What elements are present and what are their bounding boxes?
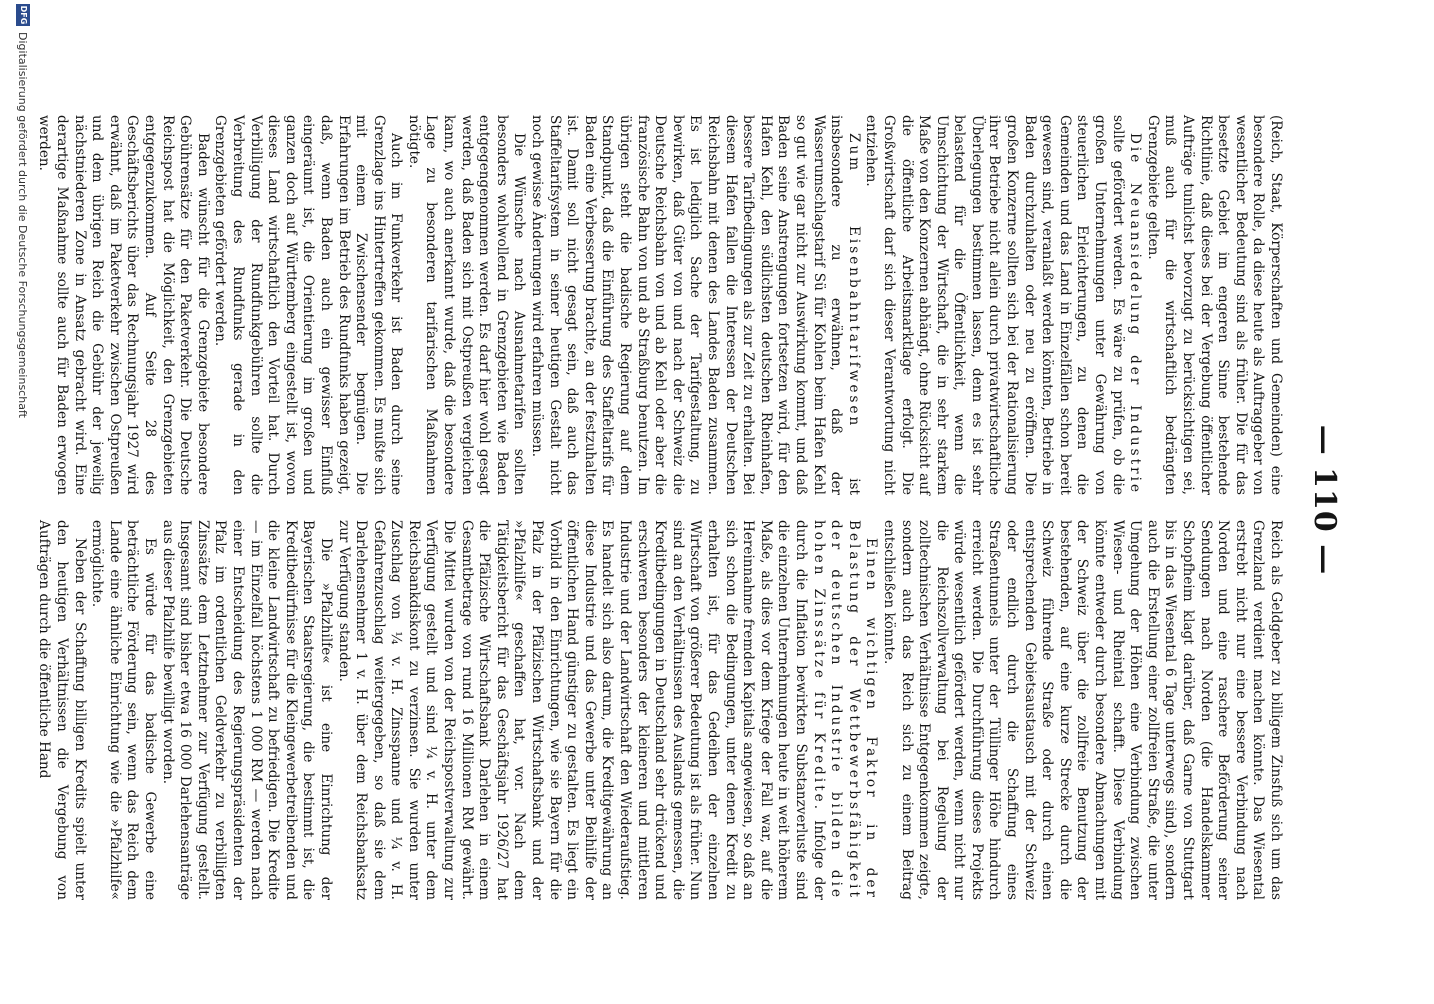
- paragraph: [527, 115, 861, 495]
- digitization-footer: [16, 0, 30, 1004]
- dfg-logo: DFG: [16, 4, 30, 26]
- footer-credit: Digitalisierung gefördert durch die Deutsche Forschungsgemeinschaft: [16, 32, 30, 418]
- paragraph: Baden wünscht für die Grenzgebiete besondere Gebührensätze für den Paketverkehr. Die Deutsche Reichspost hat die Möglichkeit, den Grenzgebieten entgegenzukommen. Auf Seite 28 des Geschäftsberichts über das Rechnungsjahr 1927 wird erwähnt, daß im Paketverkehr zwischen Ostpreußen und dem übrigen Reich die Gebühr der jeweilig nächstniederen Zone in Ansatz gebracht wird. Eine derartige Maßnahme sollte auch für Baden erwogen werden.: [36, 115, 211, 495]
- spaced-lead: Einen wichtigen Faktor in der Belastung der Wettbewerbsfähigkeit der deutschen Industrie bilden die hohen Zinssätze für Kredite.: [810, 520, 880, 900]
- right-text-column: [36, 115, 1284, 495]
- paragraph: (Reich, Staat, Körperschaften und Gemeinden) eine besondere Rolle, da diese heute als Auftraggeber von wesentlicher Bedeutung sind als früher. Die für das besetzte Gebiet im engeren Sinne bestehende Richtlinie, daß dieses bei der Vergebung öffentlicher Aufträge tunlichst bevorzugt zu berücksichtigen sei, muß auch für die wirtschaftlich bedrängten Grenzgebiete gelten.: [1144, 115, 1284, 495]
- paragraph: Neben der Schaffung billigen Kredits spielt unter den heutigen Verhältnissen die Vergebung von Aufträgen durch die öffentliche Hand: [36, 520, 88, 900]
- spaced-lead: Die Neuansiedelung der Industrie: [1127, 133, 1144, 495]
- spaced-lead: Zum Eisenbahntarifwesen: [845, 133, 862, 429]
- paragraph: Auch im Funkverkehr ist Baden durch seine Grenzlage ins Hintertreffen gekommen. Es mußte sich mit einem Zwischensender begnügen. Die Erfahrungen im Betrieb des Rundfunks haben gezeigt, daß, wenn Baden auch ein gewisser Einfluß eingeräumt ist, die Orientierung im großen und ganzen doch auf Württemberg eingestellt ist, wovon dieses Land wirtschaftlich den Vorteil hat. Durch Verbilligung der Rundfunkgebühren sollte die Verbreitung des Rundfunks gerade in den Grenzgebieten gefördert werden.: [212, 115, 405, 495]
- paragraph: Reich als Geldgeber zu billigem Zinsfuß sich um das Grenzland verdient machen könnte. Das Wiesental erstrebt nicht nur eine bessere Verbindung nach Norden und eine raschere Beförderung seiner Sendungen nach Norden (die Handelskammer Schopfheim klagt darüber, daß Garne von Stuttgart bis in das Wiesental 6 Tage unterwegs sind), sondern auch die Erstellung einer zollfreien Straße, die unter Umgehung der Höhen eine Verbindung zwischen Wiesen- und Rheintal schafft. Diese Verbindung könnte entweder durch besondere Abmachungen mit der Schweiz über die zollfreie Benutzung der bestehenden, auf eine kurze Strecke durch die Schweiz führende Straße oder durch einen entsprechenden Gebietsaustausch mit der Schweiz oder endlich durch die Schaffung eines Straßentunnels unter der Tüllinger Höhe hindurch erreicht werden. Die Durchführung dieses Projekts würde wesentlich gefördert werden, wenn nicht nur die Reichszollverwaltung bei Regelung der zolltechnischen Verhältnisse Entgegenkommen zeigte, sondern auch das Reich sich zu einem Beitrag entschließen könnte.: [880, 520, 1284, 900]
- paragraph: [334, 520, 879, 900]
- paragraph: Es würde für das badische Gewerbe eine beträchtliche Förderung sein, wenn das Reich dem Lande eine ähnliche Einrichtung wie die »Pfalzhilfe« ermöglichte.: [89, 520, 158, 900]
- paragraph: Die Wünsche nach Ausnahmetarifen sollten besonders wohlwollend in Grenzgebieten wie Baden entgegengenommen werden. Es darf hier wohl gesagt werden, daß Baden sich mit Ostpreußen vergleichen kann, wo auch anerkannt wurde, daß die besondere Lage zu besonderen tarifarischen Maßnahmen nötigte.: [405, 115, 528, 495]
- paragraph-body: sollte gefördert werden. Es wäre zu prüfen, ob die großen Unternehmungen unter Gewährung von steuerlichen Erleichterungen, zu denen die Gemeinden und das Land in Einzelfällen schon bereit gewesen sind, veranlaßt werden könnten, Betriebe in Baden durchzuhalten oder neu zu eröffnen. Die großen Konzerne sollten sich bei der Rationalisierung ihrer Betriebe nicht allein durch privatwirtschaftliche Überlegungen bestimmen lassen, denn es ist sehr belastend für die Öffentlichkeit, wenn die Umschichtung der Wirtschaft, die in sehr starkem Maße von den Konzernen abhängt, ohne Rücksicht auf die öffentliche Arbeitsmarktlage erfolgt. Die Großwirtschaft darf sich dieser Verantwortung nicht entziehen.: [863, 115, 1126, 495]
- paragraph-body: Infolge der durch die Inflation bewirkten Substanzverluste sind die einzelnen Unternehmungen heute in weit höherem Maße, als dies vor dem Kriege der Fall war, auf die Hereinnahme fremden Kapitals angewiesen, so daß an sich schon die Bedingungen, unter denen Kredit zu erhalten ist, für das Gedeihen der einzelnen Wirtschaft von größerer Bedeutung ist als früher. Nun sind an den Verhältnissen des Auslands gemessen, die Kreditbedingungen in Deutschland sehr drückend und erschweren besonders der kleineren und mittleren Industrie und der Landwirtschaft den Wiederaufstieg. Es handelt sich also darum, die Kreditgewährung an diese Industrie und das Gewerbe unter Beihilfe der öffentlichen Hand günstiger zu gestalten. Es liegt ein Vorbild in den Einrichtungen, wie sie Bayern für die Pfalz in der Pfälzischen Wirtschaftsbank und der »Pfalzhilfe« geschaffen hat, vor. Nach dem Tätigkeitsbericht für das Geschäftsjahr 1926/27 hat die Pfälzische Wirtschaftsbank Darlehen in einem Gesamtbetrage von rund 16 Millionen RM gewährt. Die Mittel wurden von der Reichspostverwaltung zur Verfügung gestellt und sind ¼ v. H. unter dem Reichsbankdiskont zu verzinsen. Sie wurden unter Zuschlag von ¼ v. H. Zinsspanne und ¼ v. H. Gefahrenzuschlag weitergegeben, so daß sie dem Darlehensnehmer 1 v. H. über dem Reichsbanksatz zur Verfügung standen.: [335, 520, 827, 900]
- paragraph-body: ist insbesondere zu erwähnen, daß der Wasserumschlagstarif Sü für Kohlen beim Hafen Kehl so gut wie gar nicht zur Auswirkung kommt, und daß Baden seine Anstrengungen fortsetzen wird, für den Hafen Kehl, den südlichsten deutschen Rheinhafen, bessere Tarifbedingungen als zur Zeit zu erhalten. Bei diesem Hafen fallen die Interessen der Deutschen Reichsbahn mit denen des Landes Baden zusammen. Es ist lediglich Sache der Tarifgestaltung, zu bewirken, daß Güter von und nach der Schweiz die Deutsche Reichsbahn von und ab Kehl oder aber die französische Bahn von und ab Straßburg benutzen. Im übrigen steht die badische Regierung auf dem Standpunkt, daß die Einführung des Staffeltarifs für Baden eine Verbesserung brachte, an der festzuhalten ist. Damit soll nicht gesagt sein, daß auch das Staffeltarifsystem in seiner heutigen Gestalt nicht noch gewisse Änderungen wird erfahren müssen.: [529, 115, 862, 495]
- paragraph: [862, 115, 1144, 495]
- left-text-column: [36, 520, 1284, 900]
- paragraph: Die »Pfalzhilfe« ist eine Einrichtung der Bayerischen Staatsregierung, die bestimmt ist, die Kreditbedürfnisse für die Kleingewerbetreibenden und die kleine Landwirtschaft zu befriedigen. Die Kredite — im Einzelfall höchstens 1 000 RM — werden nach einer Entscheidung des Regierungspräsidenten der Pfalz im ordentlichen Geldverkehr zu verbilligten Zinssätze dem Letztnehmer zur Verfügung gestellt. Insgesamt sind bisher etwa 16 000 Darlehensanträge aus dieser Pfalzhilfe bewilligt worden.: [159, 520, 334, 900]
- page-number: — 110 —: [1307, 424, 1342, 576]
